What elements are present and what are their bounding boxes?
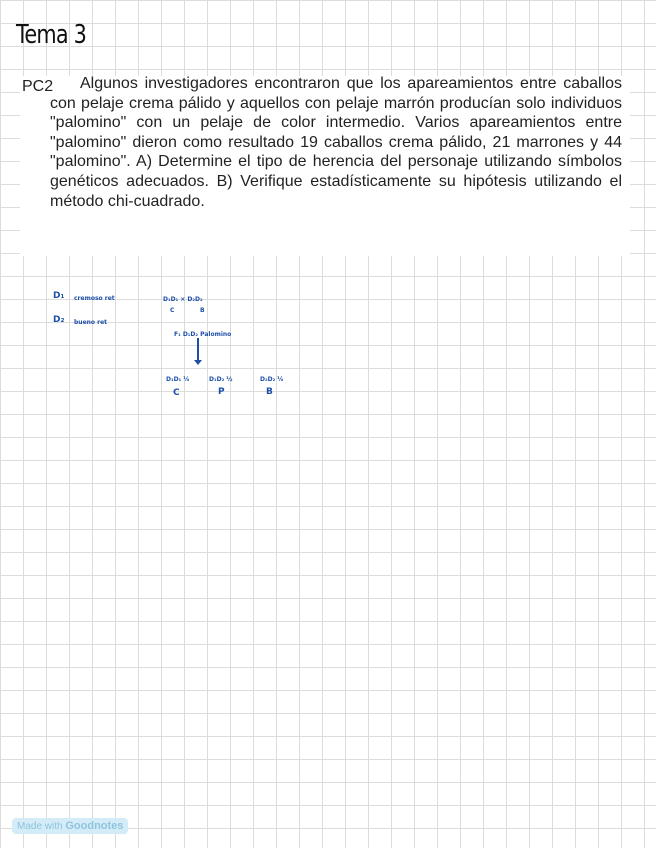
note-result-3: D₂D₂ ¼	[260, 376, 284, 383]
note-allele-d2-desc: bueno ret	[74, 319, 108, 326]
note-result-2-label: P	[218, 387, 225, 397]
note-cross-b: B	[200, 307, 205, 314]
note-f1: F₁ D₁D₂ Palomino	[174, 331, 232, 338]
note-allele-d1: D₁	[53, 291, 65, 301]
badge-brand: Goodnotes	[65, 820, 124, 832]
goodnotes-badge	[12, 818, 128, 834]
badge-prefix: Made with	[17, 821, 63, 832]
note-cross: D₁D₁ × D₂D₂	[163, 296, 203, 303]
note-result-1: D₁D₁ ¼	[166, 376, 190, 383]
question-text: Algunos investigadores encontraron que los apareamientos entre caballos con pelaje crema pálido y aquellos con pelaje marrón producían solo individuos "palomino" con un pelaje de color intermedio. Varios apareamientos entre "palomino" dieron como resultado 19 caballos crema pálido, 21 marrones y 44 "palomino". A) Determine el tipo de herencia del personaje utilizando símbolos genéticos adecuados. B) Verifique estadísticamente su hipótesis utilizando el método chi-cuadrado.	[50, 75, 622, 210]
note-allele-d1-desc: cremoso ret	[74, 295, 115, 302]
note-result-3-label: B	[266, 387, 273, 397]
note-result-1-label: C	[173, 388, 180, 398]
page-title: Tema 3	[16, 20, 87, 50]
arrow-icon	[197, 338, 199, 362]
note-cross-c: C	[170, 307, 175, 314]
note-result-2: D₁D₂ ½	[209, 376, 233, 383]
note-allele-d2: D₂	[53, 315, 65, 325]
question-label: PC2	[22, 78, 54, 95]
